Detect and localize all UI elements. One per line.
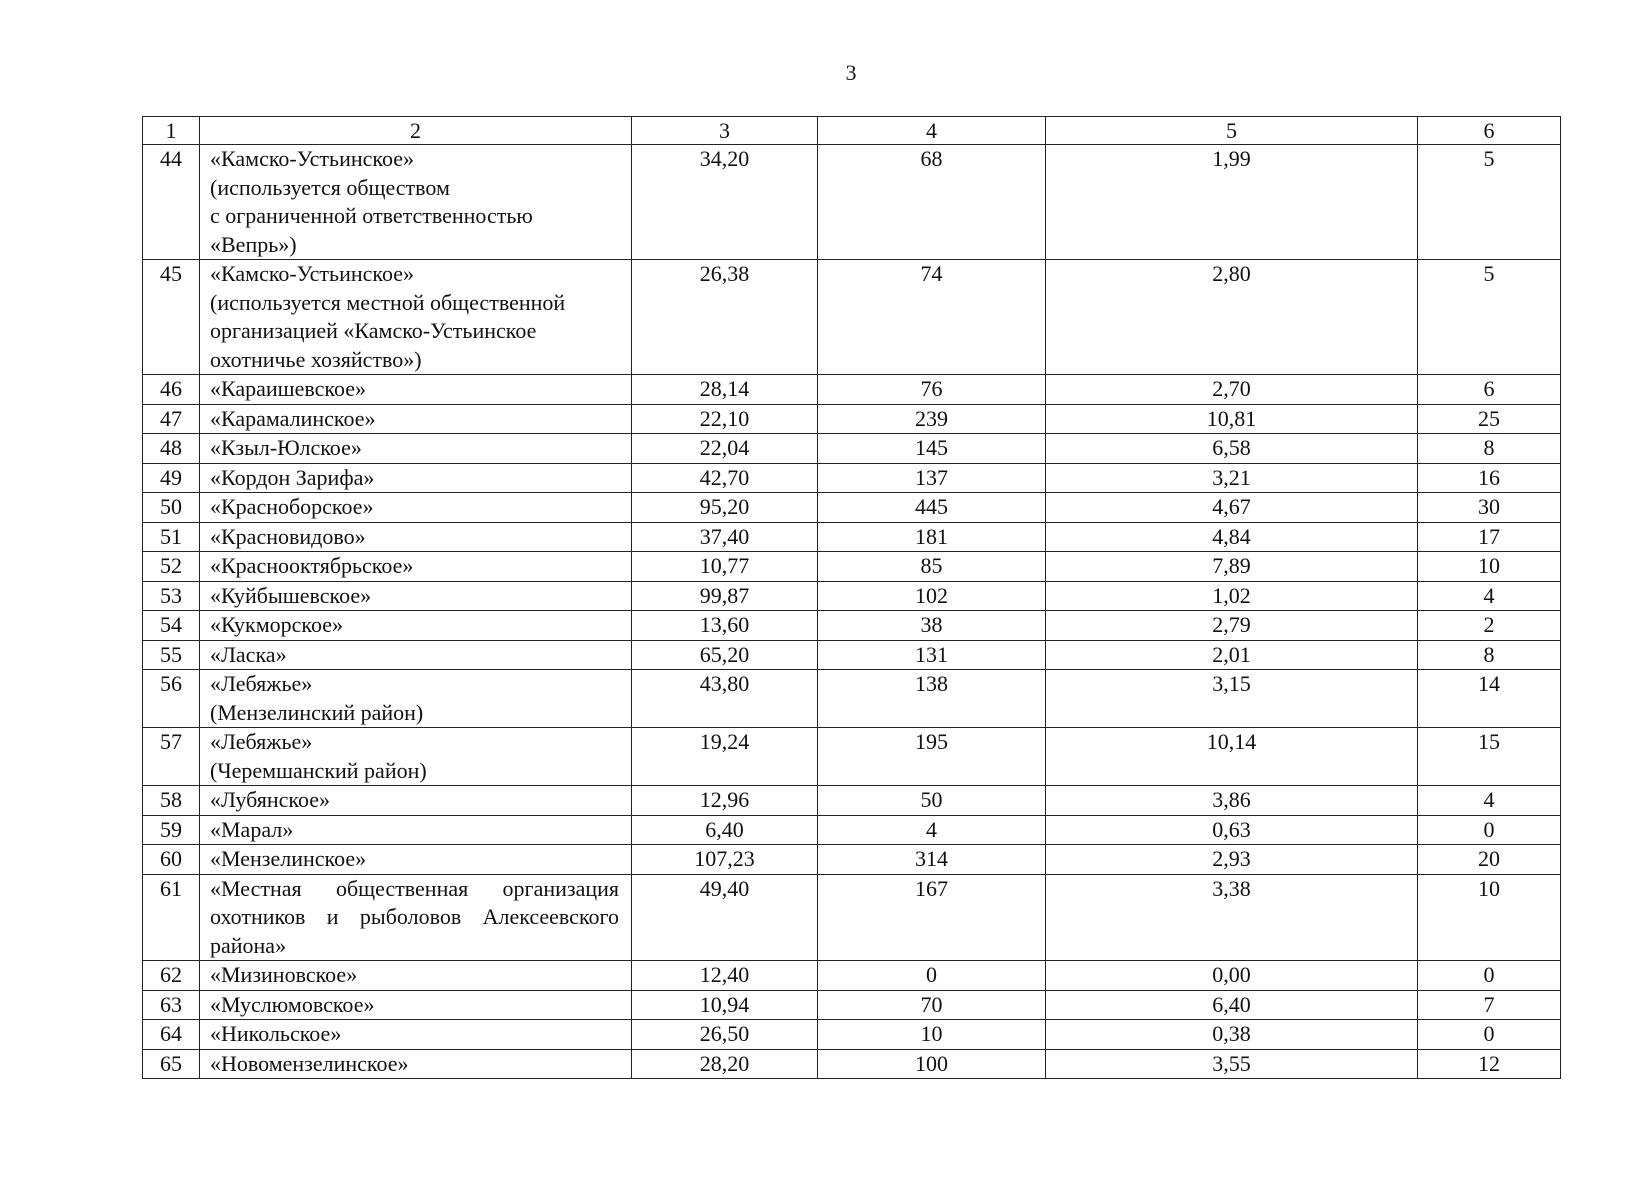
table-row [143, 522, 1561, 552]
quota-cell: 6 [1418, 375, 1561, 405]
quota-cell: 8 [1418, 434, 1561, 464]
area-cell: 49,40 [632, 874, 818, 961]
area-cell: 95,20 [632, 493, 818, 523]
density-cell: 10,81 [1046, 404, 1418, 434]
ground-name-line: «Куйбышевское» [210, 582, 372, 608]
quota-cell: 2 [1418, 611, 1561, 641]
column-header-3: 3 [632, 117, 818, 145]
area-cell: 12,96 [632, 786, 818, 816]
row-number-cell: 58 [143, 786, 200, 816]
column-header-6: 6 [1418, 117, 1561, 145]
density-cell: 2,79 [1046, 611, 1418, 641]
ground-name-cell: «Местная общественная организация охотников и рыболовов Алексеевского района» [200, 874, 632, 961]
quota-cell: 7 [1418, 990, 1561, 1020]
density-cell: 4,67 [1046, 493, 1418, 523]
area-cell: 6,40 [632, 815, 818, 845]
count-cell: 145 [818, 434, 1046, 464]
table-row [143, 815, 1561, 845]
ground-name-cell [200, 581, 632, 611]
quota-cell: 0 [1418, 1020, 1561, 1050]
table-row [143, 1020, 1561, 1050]
ground-name-line: (Черемшанский район) [210, 757, 427, 783]
quota-cell: 15 [1418, 728, 1561, 786]
hunting-grounds-table [142, 116, 1561, 1079]
count-cell: 181 [818, 522, 1046, 552]
density-cell: 6,40 [1046, 990, 1418, 1020]
density-cell: 0,38 [1046, 1020, 1418, 1050]
ground-name-line: (Мензелинский район) [210, 699, 424, 725]
row-number-cell: 59 [143, 815, 200, 845]
ground-name-cell [200, 145, 632, 260]
density-cell: 10,14 [1046, 728, 1418, 786]
quota-cell: 20 [1418, 845, 1561, 875]
row-number-cell: 45 [143, 260, 200, 375]
row-number-cell: 65 [143, 1049, 200, 1079]
quota-cell: 14 [1418, 670, 1561, 728]
table-row [143, 670, 1561, 728]
ground-name-cell [200, 990, 632, 1020]
density-cell: 1,99 [1046, 145, 1418, 260]
area-cell: 37,40 [632, 522, 818, 552]
row-number-cell: 56 [143, 670, 200, 728]
ground-name-line: «Мензелинское» [210, 846, 367, 871]
ground-name-line: «Караишевское» [210, 376, 367, 401]
count-cell: 195 [818, 728, 1046, 786]
table-body [143, 145, 1561, 1079]
area-cell: 65,20 [632, 640, 818, 670]
ground-name-cell [200, 815, 632, 845]
density-cell: 2,01 [1046, 640, 1418, 670]
row-number-cell: 55 [143, 640, 200, 670]
table-row [143, 375, 1561, 405]
ground-name-cell [200, 1020, 632, 1050]
table-row [143, 786, 1561, 816]
quota-cell: 16 [1418, 463, 1561, 493]
count-cell: 314 [818, 845, 1046, 875]
column-number-row [143, 117, 1561, 145]
ground-name-line: «Лебяжье» [210, 671, 313, 696]
table-row [143, 728, 1561, 786]
density-cell: 7,89 [1046, 552, 1418, 582]
ground-name-cell [200, 434, 632, 464]
density-cell: 4,84 [1046, 522, 1418, 552]
ground-name-line: «Мизиновское» [210, 962, 358, 987]
row-number-cell: 51 [143, 522, 200, 552]
ground-name-cell [200, 493, 632, 523]
quota-cell: 4 [1418, 786, 1561, 816]
row-number-cell: 61 [143, 874, 200, 961]
table-row [143, 260, 1561, 375]
ground-name-line: «Лебяжье» [210, 729, 313, 754]
table-row [143, 404, 1561, 434]
ground-name-line: «Камско-Устьинское» [210, 261, 414, 286]
table-row [143, 434, 1561, 464]
row-number-cell: 53 [143, 581, 200, 611]
ground-name-cell [200, 670, 632, 728]
quota-cell: 0 [1418, 815, 1561, 845]
area-cell: 26,38 [632, 260, 818, 375]
table-row [143, 961, 1561, 991]
quota-cell: 5 [1418, 260, 1561, 375]
ground-name-cell [200, 786, 632, 816]
ground-name-line: с ограниченной ответственностью [210, 203, 533, 228]
area-cell: 99,87 [632, 581, 818, 611]
ground-name-line: «Камско-Устьинское» [210, 146, 414, 171]
ground-name-cell [200, 260, 632, 375]
ground-name-line: «Карамалинское» [210, 405, 376, 431]
count-cell: 74 [818, 260, 1046, 375]
area-cell: 107,23 [632, 845, 818, 875]
density-cell: 2,70 [1046, 375, 1418, 405]
area-cell: 42,70 [632, 463, 818, 493]
density-cell: 2,80 [1046, 260, 1418, 375]
row-number-cell: 49 [143, 463, 200, 493]
density-cell: 3,21 [1046, 463, 1418, 493]
table-row [143, 640, 1561, 670]
count-cell: 239 [818, 404, 1046, 434]
column-header-4: 4 [818, 117, 1046, 145]
count-cell: 100 [818, 1049, 1046, 1079]
ground-name-line: «Марал» [210, 816, 294, 842]
density-cell: 3,15 [1046, 670, 1418, 728]
count-cell: 68 [818, 145, 1046, 260]
ground-name-line: «Муслюмовское» [210, 991, 375, 1017]
quota-cell: 4 [1418, 581, 1561, 611]
table-row [143, 581, 1561, 611]
density-cell: 1,02 [1046, 581, 1418, 611]
area-cell: 43,80 [632, 670, 818, 728]
table-row [143, 493, 1561, 523]
quota-cell: 10 [1418, 552, 1561, 582]
row-number-cell: 47 [143, 404, 200, 434]
quota-cell: 25 [1418, 404, 1561, 434]
column-header-5: 5 [1046, 117, 1418, 145]
density-cell: 6,58 [1046, 434, 1418, 464]
count-cell: 85 [818, 552, 1046, 582]
area-cell: 22,04 [632, 434, 818, 464]
density-cell: 0,63 [1046, 815, 1418, 845]
ground-name-line: охотничье хозяйство») [210, 346, 422, 372]
quota-cell: 12 [1418, 1049, 1561, 1079]
area-cell: 22,10 [632, 404, 818, 434]
quota-cell: 10 [1418, 874, 1561, 961]
ground-name-line: «Кзыл-Юлское» [210, 435, 362, 460]
density-cell: 3,55 [1046, 1049, 1418, 1079]
area-cell: 28,20 [632, 1049, 818, 1079]
ground-name-line: (используется обществом [210, 174, 450, 200]
ground-name-cell [200, 611, 632, 641]
table-row [143, 611, 1561, 641]
ground-name-cell [200, 463, 632, 493]
quota-cell: 8 [1418, 640, 1561, 670]
ground-name-line: «Новомензелинское» [210, 1050, 409, 1076]
ground-name-line: «Краснооктябрьское» [210, 553, 414, 578]
table-row [143, 463, 1561, 493]
density-cell: 0,00 [1046, 961, 1418, 991]
row-number-cell: 44 [143, 145, 200, 260]
ground-name-cell [200, 845, 632, 875]
quota-cell: 30 [1418, 493, 1561, 523]
table-row [143, 145, 1561, 260]
row-number-cell: 64 [143, 1020, 200, 1050]
ground-name-line: «Ласка» [210, 641, 287, 667]
density-cell: 3,38 [1046, 874, 1418, 961]
row-number-cell: 46 [143, 375, 200, 405]
count-cell: 10 [818, 1020, 1046, 1050]
quota-cell: 5 [1418, 145, 1561, 260]
table-row [143, 845, 1561, 875]
area-cell: 19,24 [632, 728, 818, 786]
count-cell: 4 [818, 815, 1046, 845]
ground-name-cell [200, 404, 632, 434]
row-number-cell: 52 [143, 552, 200, 582]
ground-name-cell [200, 961, 632, 991]
ground-name-line: «Кукморское» [210, 612, 343, 637]
table-row [143, 874, 1561, 961]
density-cell: 2,93 [1046, 845, 1418, 875]
quota-cell: 17 [1418, 522, 1561, 552]
row-number-cell: 50 [143, 493, 200, 523]
count-cell: 38 [818, 611, 1046, 641]
ground-name-cell [200, 1049, 632, 1079]
ground-name-cell [200, 728, 632, 786]
ground-name-line: (используется местной общественной [210, 289, 566, 315]
area-cell: 10,94 [632, 990, 818, 1020]
area-cell: 10,77 [632, 552, 818, 582]
ground-name-line: «Вепрь») [210, 231, 297, 257]
count-cell: 50 [818, 786, 1046, 816]
quota-cell: 0 [1418, 961, 1561, 991]
row-number-cell: 60 [143, 845, 200, 875]
count-cell: 70 [818, 990, 1046, 1020]
ground-name-cell [200, 522, 632, 552]
ground-name-line: «Никольское» [210, 1021, 342, 1046]
table-row [143, 1049, 1561, 1079]
ground-name-cell [200, 640, 632, 670]
area-cell: 34,20 [632, 145, 818, 260]
hunting-grounds-table-container [142, 116, 1561, 1079]
page-number: 3 [845, 60, 857, 85]
ground-name-line: организацией «Камско-Устьинское [210, 318, 537, 343]
count-cell: 138 [818, 670, 1046, 728]
table-row [143, 990, 1561, 1020]
count-cell: 445 [818, 493, 1046, 523]
row-number-cell: 62 [143, 961, 200, 991]
row-number-cell: 63 [143, 990, 200, 1020]
ground-name-line: «Кордон Зарифа» [210, 464, 375, 490]
count-cell: 137 [818, 463, 1046, 493]
row-number-cell: 57 [143, 728, 200, 786]
column-header-1: 1 [143, 117, 200, 145]
table-row [143, 552, 1561, 582]
area-cell: 28,14 [632, 375, 818, 405]
count-cell: 131 [818, 640, 1046, 670]
row-number-cell: 54 [143, 611, 200, 641]
area-cell: 26,50 [632, 1020, 818, 1050]
count-cell: 0 [818, 961, 1046, 991]
area-cell: 13,60 [632, 611, 818, 641]
count-cell: 167 [818, 874, 1046, 961]
row-number-cell: 48 [143, 434, 200, 464]
area-cell: 12,40 [632, 961, 818, 991]
ground-name-cell [200, 552, 632, 582]
ground-name-line: «Лубянское» [210, 787, 330, 812]
column-header-2: 2 [200, 117, 632, 145]
count-cell: 76 [818, 375, 1046, 405]
density-cell: 3,86 [1046, 786, 1418, 816]
ground-name-cell [200, 375, 632, 405]
ground-name-line: «Красноборское» [210, 494, 374, 519]
ground-name-line: «Красновидово» [210, 523, 366, 549]
count-cell: 102 [818, 581, 1046, 611]
